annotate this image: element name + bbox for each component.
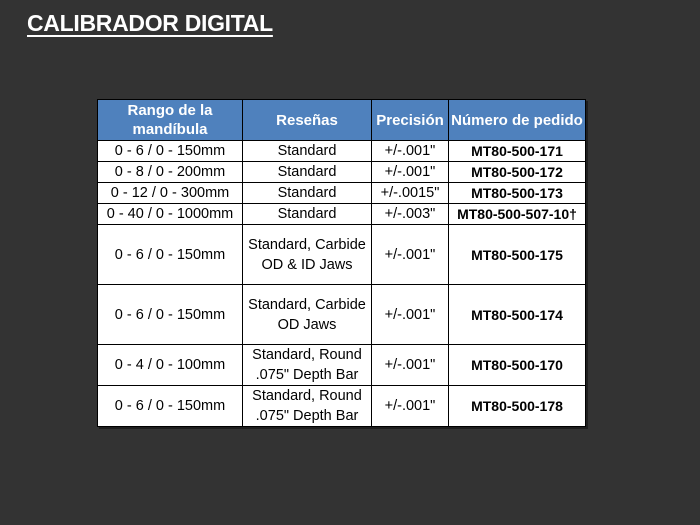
cell-precision: +/-.001" <box>372 225 449 285</box>
table-row <box>98 285 586 345</box>
cell-precision: +/-.001" <box>372 345 449 386</box>
header-jaw-range: Rango de la mandíbula <box>98 100 243 141</box>
header-part-number: Número de pedido <box>449 100 586 141</box>
cell-part-number: MT80-500-171 <box>449 141 586 162</box>
cell-jaw-range: 0 - 6 / 0 - 150mm <box>98 141 243 162</box>
table-row <box>98 183 586 204</box>
cell-precision: +/-.001" <box>372 285 449 345</box>
cell-part-number: MT80-500-172 <box>449 162 586 183</box>
cell-features: Standard, Carbide OD Jaws <box>243 285 372 345</box>
table-row <box>98 225 586 285</box>
table-row <box>98 204 586 225</box>
cell-precision: +/-.0015" <box>372 183 449 204</box>
cell-jaw-range: 0 - 4 / 0 - 100mm <box>98 345 243 386</box>
cell-features: Standard, Carbide OD & ID Jaws <box>243 225 372 285</box>
cell-precision: +/-.001" <box>372 386 449 427</box>
cell-features: Standard <box>243 204 372 225</box>
cell-features: Standard <box>243 183 372 204</box>
header-precision: Precisión <box>372 100 449 141</box>
cell-features: Standard <box>243 141 372 162</box>
cell-part-number: MT80-500-178 <box>449 386 586 427</box>
table-row <box>98 162 586 183</box>
header-features: Reseñas <box>243 100 372 141</box>
cell-part-number: MT80-500-173 <box>449 183 586 204</box>
cell-part-number: MT80-500-507-10† <box>449 204 586 225</box>
cell-part-number: MT80-500-174 <box>449 285 586 345</box>
table-row <box>98 141 586 162</box>
cell-jaw-range: 0 - 6 / 0 - 150mm <box>98 386 243 427</box>
cell-precision: +/-.003" <box>372 204 449 225</box>
cell-part-number: MT80-500-175 <box>449 225 586 285</box>
cell-part-number: MT80-500-170 <box>449 345 586 386</box>
cell-jaw-range: 0 - 6 / 0 - 150mm <box>98 225 243 285</box>
cell-jaw-range: 0 - 40 / 0 - 1000mm <box>98 204 243 225</box>
cell-precision: +/-.001" <box>372 162 449 183</box>
cell-features: Standard <box>243 162 372 183</box>
cell-jaw-range: 0 - 8 / 0 - 200mm <box>98 162 243 183</box>
cell-jaw-range: 0 - 12 / 0 - 300mm <box>98 183 243 204</box>
cell-jaw-range: 0 - 6 / 0 - 150mm <box>98 285 243 345</box>
cell-features: Standard, Round .075" Depth Bar <box>243 345 372 386</box>
table-row <box>98 386 586 427</box>
table-row <box>98 345 586 386</box>
page-title: CALIBRADOR DIGITAL <box>27 10 273 36</box>
cell-features: Standard, Round .075" Depth Bar <box>243 386 372 427</box>
cell-precision: +/-.001" <box>372 141 449 162</box>
caliper-spec-table <box>97 99 586 427</box>
table-header-row <box>98 100 586 141</box>
